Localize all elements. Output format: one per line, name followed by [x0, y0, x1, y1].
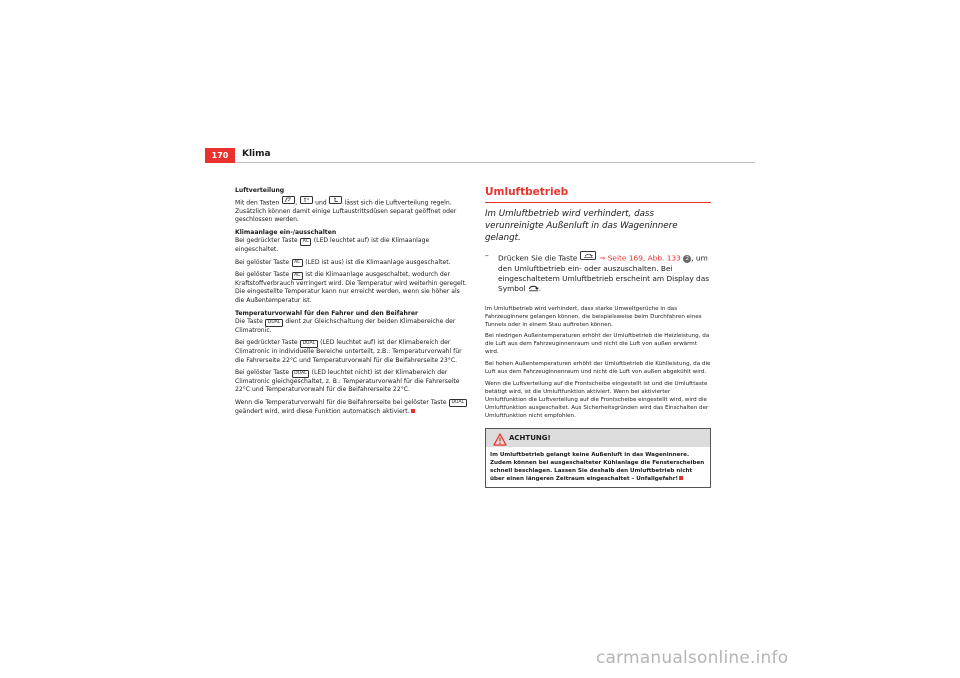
paragraph-dual-on: Bei gedrückter Taste DUAL (LED leuchtet auf) ist der Klimabereich der Climatronic in individuelle Bereiche unterteilt, z.B.: Temperaturvorwahl für die Fahrerseite 22°C und Temperaturvorwahl für die Beifahrerseite 23°C. — [235, 339, 462, 364]
recirculation-display-icon — [528, 284, 539, 295]
body-paragraph: Im Umluftbetrieb wird verhindert, dass starke Umweltgerüche in das Fahrzeuginnere gelangen können, die beispielsweise beim Durchfahren eines Tunnels oder in einem Stau auftreten können. — [485, 305, 702, 328]
footer-watermark: carmanualsonline.info — [596, 648, 789, 668]
paragraph-ac-on: Bei gedrückter Taste AC (LED leuchtet auf) ist die Klimaanlage eingeschaltet. — [235, 237, 430, 254]
figure-callout-number: 2 — [683, 255, 691, 263]
recirculation-key-icon — [580, 251, 596, 260]
right-column — [485, 186, 711, 488]
section-end-marker-icon — [679, 476, 683, 480]
page-title: Klima — [242, 149, 271, 159]
dual-key-icon: DUAL — [265, 319, 283, 327]
air-upper-key-icon — [300, 196, 313, 204]
body-paragraph: Wenn die Luftverteilung auf die Frontscheibe eingestellt ist und die Umlufttaste betätigt wird, ist die Umluftfunktion aktiviert. Wenn bei aktivierter Umluftfunktion die Luftverteilung auf die Frontscheibe eingestellt wird, wird die Umluftfunktion ausgeschaltet. Aus Sicherheitsgründen wird das Einschalten der Umluftfunktion nicht empfohlen. — [485, 380, 709, 419]
page-cross-reference-link[interactable]: ⇒ Seite 169, Abb. 133 — [599, 253, 681, 263]
air-footwell-key-icon — [329, 196, 342, 204]
paragraph-ac-off: Bei gelöster Taste AC (LED ist aus) ist die Klimaanlage ausgeschaltet. — [235, 258, 451, 266]
heading-luftverteilung: Luftverteilung — [235, 187, 285, 194]
warning-box — [485, 428, 711, 488]
left-column — [235, 187, 471, 420]
ac-key-icon: AC — [300, 238, 311, 246]
warning-body: Im Umluftbetrieb gelangt keine Außenluft in das Wageninnere. Zudem können bei ausgeschalteter Kühlanlage die Fensterscheiben schnell beschlagen. Lassen Sie deshalb den Umluftbetrieb nicht über einen längeren Zeitraum eingeschaltet – Unfallgefahr! — [490, 451, 705, 482]
section-lead: Im Umluftbetrieb wird verhindert, dass verunreinigte Außenluft in das Wageninnere gelangt. — [485, 209, 678, 244]
body-paragraph: Bei niedrigen Außentemperaturen erhöht der Umluftbetrieb die Heizleistung, da die Luft aus dem Fahrzeuginnenraum und nicht die Luft von außen erwärmt wird. — [485, 333, 710, 356]
header-divider — [235, 162, 755, 163]
warning-triangle-icon — [493, 431, 507, 450]
step-dash: – — [485, 250, 489, 260]
paragraph-dual-auto: Wenn die Temperaturvorwahl für die Beifahrerseite bei gelöster Taste DUAL geändert wird, wird diese Funktion automatisch aktiviert. — [235, 399, 471, 416]
section-title-rule — [485, 202, 711, 203]
paragraph-dual-off: Bei gelöster Taste DUAL (LED leuchtet nicht) ist der Klimabereich der Climatronic gleichgeschaltet, z. B.: Temperaturvorwahl für die Fahrerseite 22°C und Temperaturvorwahl für die Beifahrerseite 22°C. — [235, 369, 460, 394]
section-title: Umluftbetrieb — [485, 186, 569, 198]
paragraph-luftverteilung: Mit den Tasten , und lässt sich die Luftverteilung regeln. Zusätzlich können damit einige Luftaustrittsdüsen separat geöffnet oder geschlossen werden. — [235, 196, 471, 225]
page-number: 170 — [205, 148, 235, 163]
body-paragraph: Bei hohen Außentemperaturen erhöht der Umluftbetrieb die Kühlleistung, da die Luft aus dem Fahrzeuginnenraum und nicht die Luft von außen abgekühlt wird. — [485, 361, 711, 376]
air-windshield-key-icon — [282, 196, 295, 204]
paragraph-ac-economy: Bei gelöster Taste AC ist die Klimaanlage ausgeschaltet, wodurch der Kraftstoffverbrauch verringert wird. Die Temperatur wird weiterhin geregelt. Die eingestellte Temperatur kann nur erreicht werden, wenn sie höher als die Außentemperatur ist. — [235, 271, 467, 305]
paragraph-dual-intro: Die Taste DUAL dient zur Gleichschaltung der beiden Klimabereiche der Climatronic. — [235, 318, 456, 334]
dual-key-icon: DUAL — [300, 340, 318, 348]
heading-temperaturvorwahl: Temperaturvorwahl für den Fahrer und den Beifahrer — [235, 309, 418, 317]
section-end-marker-icon — [411, 409, 415, 413]
dual-key-icon: DUAL — [449, 399, 467, 407]
warning-title: ACHTUNG! — [509, 433, 551, 442]
page-header — [205, 148, 755, 164]
dual-key-icon: DUAL — [292, 370, 310, 378]
instruction-step: – Drücken Sie die Taste ⇒ Seite 169, Abb. 133 2 , um den Umluftbetrieb ein- oder auszuschalten. Bei eingeschaltetem Umluftbetrieb erscheint am Display das Symbol . — [485, 251, 711, 296]
ac-key-icon: AC — [292, 259, 303, 267]
ac-key-icon: AC — [292, 272, 303, 280]
warning-header — [486, 429, 710, 447]
heading-klimaanlage: Klimaanlage ein-/ausschalten — [235, 228, 337, 236]
